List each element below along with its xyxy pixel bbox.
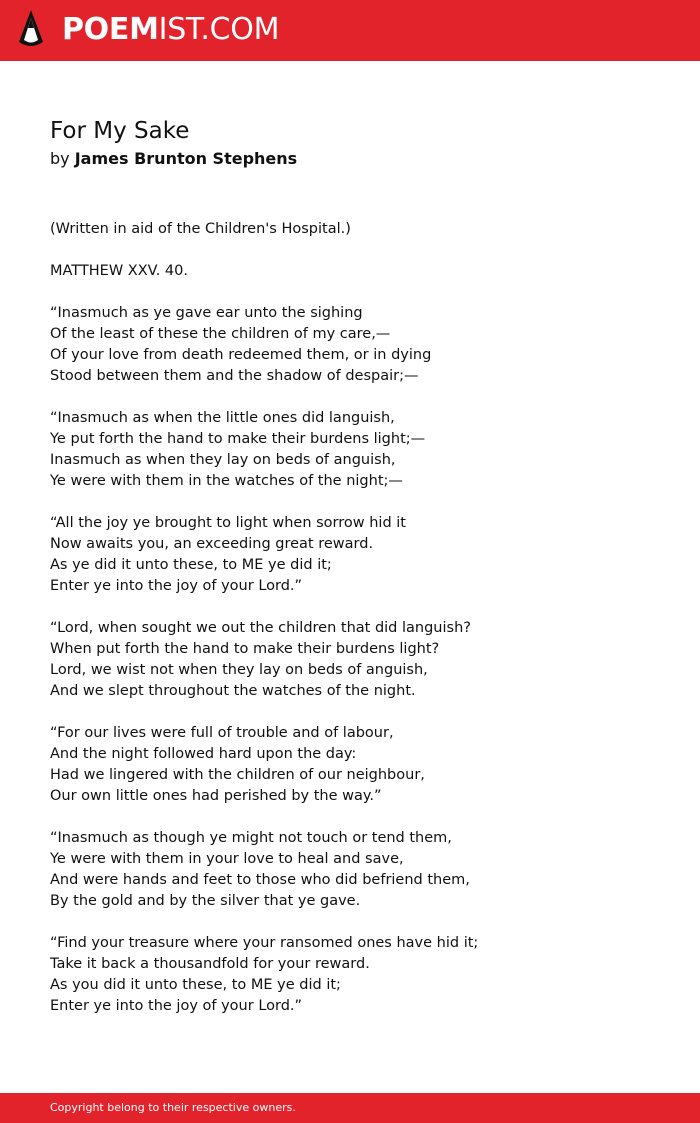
poem-line: (Written in aid of the Children's Hospital.) (50, 221, 351, 237)
poem-line: Had we lingered with the children of our neighbour, (50, 767, 425, 783)
poem-line: Ye were with them in the watches of the night;— (50, 473, 403, 489)
poem-line: “Find your treasure where your ransomed ones have hid it; (50, 935, 479, 951)
poem-line: By the gold and by the silver that ye gave. (50, 893, 361, 909)
poem-line: Ye were with them in your love to heal and save, (50, 851, 404, 867)
poem-author: James Brunton Stephens (74, 149, 298, 168)
poem-stanza (50, 618, 670, 702)
poem-line: Our own little ones had perished by the way.” (50, 788, 382, 804)
poem-stanza (50, 408, 670, 492)
byline (50, 148, 297, 170)
poem-line: Stood between them and the shadow of despair;— (50, 368, 419, 384)
copyright-notice: Copyright belong to their respective owners. (50, 1101, 296, 1114)
poem-stanza (50, 513, 670, 597)
by-label: by (50, 149, 70, 168)
poem-line: Of the least of these the children of my care,— (50, 326, 391, 342)
poem-line: And we slept throughout the watches of the night. (50, 683, 416, 699)
poem-stanza (50, 933, 670, 1017)
site-header (0, 0, 700, 61)
poem-line: “Inasmuch as though ye might not touch or tend them, (50, 830, 452, 846)
poem-title: For My Sake (50, 118, 190, 144)
site-logo[interactable] (62, 12, 279, 48)
pencil-tip-icon (19, 10, 43, 50)
logo-light-text: IST.COM (158, 12, 280, 47)
poem-line: Lord, we wist not when they lay on beds of anguish, (50, 662, 428, 678)
poem-stanza (50, 303, 670, 387)
site-footer (0, 1093, 700, 1123)
poem-line: As you did it unto these, to ME ye did it; (50, 977, 341, 993)
poem-line: As ye did it unto these, to ME ye did it; (50, 557, 332, 573)
poem-line: “For our lives were full of trouble and of labour, (50, 725, 394, 741)
poem-line: Now awaits you, an exceeding great reward. (50, 536, 374, 552)
poem-line: Enter ye into the joy of your Lord.” (50, 578, 303, 594)
poem-stanza (50, 723, 670, 807)
poem-line: And were hands and feet to those who did befriend them, (50, 872, 470, 888)
poem-line: Inasmuch as when they lay on beds of anguish, (50, 452, 396, 468)
poem-line: Ye put forth the hand to make their burdens light;— (50, 431, 426, 447)
poem-body (50, 219, 670, 1038)
poem-line: Take it back a thousandfold for your reward. (50, 956, 370, 972)
logo-bold-text: POEM (62, 12, 159, 47)
poem-line: “Inasmuch as when the little ones did languish, (50, 410, 395, 426)
poem-line: Of your love from death redeemed them, or in dying (50, 347, 432, 363)
poem-line: “Inasmuch as ye gave ear unto the sighing (50, 305, 363, 321)
poem-stanza (50, 219, 670, 240)
poem-stanza (50, 261, 670, 282)
poem-line: MATTHEW XXV. 40. (50, 263, 188, 279)
poem-line: “Lord, when sought we out the children that did languish? (50, 620, 471, 636)
poem-line: Enter ye into the joy of your Lord.” (50, 998, 303, 1014)
poem-line: When put forth the hand to make their burdens light? (50, 641, 440, 657)
poem-line: And the night followed hard upon the day: (50, 746, 357, 762)
poem-line: “All the joy ye brought to light when sorrow hid it (50, 515, 406, 531)
poem-stanza (50, 828, 670, 912)
